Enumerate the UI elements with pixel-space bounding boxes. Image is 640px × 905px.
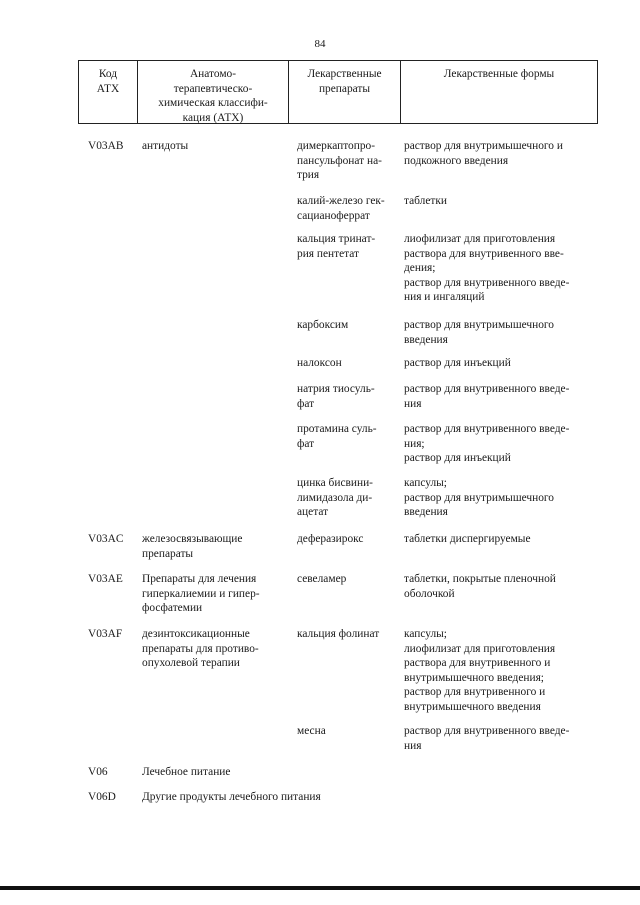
row-atc-name-line: дезинтоксикационные (142, 628, 250, 640)
row-dosage-forms-line: раствор для внутримышечного и (404, 140, 563, 152)
row-atc-name (142, 790, 321, 805)
header-line: Лекарственные (307, 68, 382, 80)
row-dosage-forms-line: раствор для инъекций (404, 357, 511, 369)
row-dosage-forms-line: таблетки диспергируемые (404, 533, 531, 545)
row-dosage-forms (404, 532, 531, 547)
row-atc-name (142, 572, 260, 616)
row-drug-line: трия (297, 169, 320, 181)
row-dosage-forms-line: подкожного введения (404, 154, 509, 167)
row-dosage-forms-line: ния (404, 739, 422, 752)
row-dosage-forms (404, 194, 447, 209)
row-drug (297, 139, 382, 183)
row-dosage-forms-line: лиофилизат для приготовления (404, 642, 556, 655)
row-dosage-forms-line: введения (404, 333, 448, 346)
row-dosage-forms-line: раствор для внутривенного введе- (404, 423, 570, 435)
row-drug-line: натрия тиосуль- (297, 383, 375, 395)
row-dosage-forms-line: внутримышечного введения; (404, 671, 544, 684)
row-drug-line: месна (297, 725, 326, 737)
row-drug (297, 232, 375, 261)
header-line: терапевтическо- (173, 82, 253, 95)
row-dosage-forms-line: раствор для внутримышечного (404, 491, 554, 504)
header-line: Анатомо- (189, 68, 237, 80)
header-line: химическая классифи- (158, 97, 268, 109)
row-drug-line: кальция фолинат (297, 628, 380, 640)
row-drug-line: фат (297, 437, 315, 450)
row-drug (297, 476, 373, 520)
row-drug (297, 572, 346, 587)
row-dosage-forms-line: введения (404, 506, 448, 518)
row-atc-name-line: антидоты (142, 140, 189, 152)
header-drugs (288, 61, 400, 123)
row-drug-line: пансульфонат на- (297, 154, 382, 167)
row-dosage-forms (404, 422, 569, 466)
row-dosage-forms-line: таблетки, покрытые пленочной (404, 573, 556, 585)
row-dosage-forms-line: раствор для инъекций (404, 452, 511, 464)
row-atc-name (142, 765, 230, 780)
row-atc-name-line: фосфатемии (142, 602, 203, 614)
row-drug (297, 532, 363, 547)
row-dosage-forms (404, 318, 554, 347)
row-drug-line: налоксон (297, 357, 342, 369)
row-code: V06D (88, 791, 116, 803)
row-dosage-forms (404, 232, 569, 305)
row-drug-line: димеркаптопро- (297, 140, 376, 152)
row-drug-line: протамина суль- (297, 423, 377, 435)
header-line: препараты (318, 82, 371, 95)
row-code: V03AB (88, 140, 124, 152)
header-line: Лекарственные формы (443, 68, 555, 80)
row-drug-line: карбоксим (297, 319, 349, 331)
row-dosage-forms-line: капсулы; (404, 628, 447, 640)
row-code: V03AC (88, 533, 124, 545)
row-dosage-forms (404, 724, 569, 753)
row-dosage-forms-line: оболочкой (404, 587, 455, 600)
row-dosage-forms (404, 139, 563, 168)
header-line: Код (98, 68, 118, 80)
header-line: АТХ (96, 82, 120, 95)
row-code: V06 (88, 766, 108, 778)
row-dosage-forms (404, 382, 569, 411)
row-dosage-forms (404, 476, 554, 520)
row-dosage-forms-line: ния и ингаляций (404, 291, 485, 303)
row-dosage-forms-line: раствора для внутривенного и (404, 657, 551, 669)
row-drug-line: цинка бисвини- (297, 477, 373, 489)
row-atc-name-line: препараты для противо- (142, 642, 259, 655)
header-code (79, 61, 137, 123)
row-dosage-forms (404, 572, 556, 601)
row-atc-name-line: железосвязывающие (142, 533, 243, 545)
row-drug-line: фат (297, 397, 315, 410)
row-atc-name (142, 532, 242, 561)
row-dosage-forms-line: капсулы; (404, 477, 447, 489)
row-drug (297, 627, 379, 642)
row-atc-name-line: Другие продукты лечебного питания (142, 791, 321, 803)
row-drug (297, 382, 375, 411)
row-code: V03AF (88, 628, 123, 640)
row-code: V03AE (88, 573, 123, 585)
row-atc-name-line: препараты (142, 547, 194, 560)
row-drug-line: кальция тринат- (297, 233, 376, 245)
row-dosage-forms-line: раствор для внутримышечного (404, 319, 554, 331)
row-dosage-forms-line: раствор для внутривенного введе- (404, 725, 570, 737)
row-drug-line: калий-железо гек- (297, 195, 385, 207)
row-dosage-forms (404, 356, 511, 371)
row-dosage-forms (404, 627, 555, 714)
row-drug-line: деферазирокс (297, 533, 364, 545)
row-drug-line: рия пентетат (297, 247, 360, 260)
header-line: кация (АТХ) (182, 111, 244, 124)
page-number: 84 (314, 38, 326, 50)
row-drug (297, 422, 377, 451)
row-drug (297, 724, 326, 739)
header-atc (137, 61, 288, 123)
row-atc-name-line: Лечебное питание (142, 766, 231, 778)
bottom-rule (0, 886, 640, 890)
row-dosage-forms-line: раствора для внутривенного вве- (404, 247, 564, 260)
row-drug (297, 356, 342, 371)
row-dosage-forms-line: таблетки (404, 195, 448, 207)
row-drug (297, 318, 348, 333)
row-dosage-forms-line: раствор для внутривенного введе- (404, 383, 570, 395)
row-dosage-forms-line: лиофилизат для приготовления (404, 233, 556, 245)
row-dosage-forms-line: раствор для внутривенного введе- (404, 276, 570, 289)
row-drug-line: сацианоферрат (297, 209, 370, 222)
row-drug-line: ацетат (297, 506, 329, 518)
table-header (78, 60, 598, 124)
row-drug (297, 194, 385, 223)
row-atc-name-line: опухолевой терапии (142, 657, 240, 669)
row-atc-name-line: Препараты для лечения (142, 573, 257, 585)
row-drug-line: севеламер (297, 573, 347, 585)
row-dosage-forms-line: ния; (404, 437, 425, 450)
row-dosage-forms-line: внутримышечного введения (404, 700, 541, 713)
row-atc-name (142, 139, 188, 154)
row-atc-name (142, 627, 259, 671)
row-atc-name-line: гиперкалиемии и гипер- (142, 587, 260, 600)
row-dosage-forms-line: дения; (404, 262, 436, 274)
row-dosage-forms-line: раствор для внутривенного и (404, 686, 546, 698)
header-forms (400, 61, 597, 123)
row-dosage-forms-line: ния (404, 397, 422, 410)
row-drug-line: лимидазола ди- (297, 491, 373, 504)
